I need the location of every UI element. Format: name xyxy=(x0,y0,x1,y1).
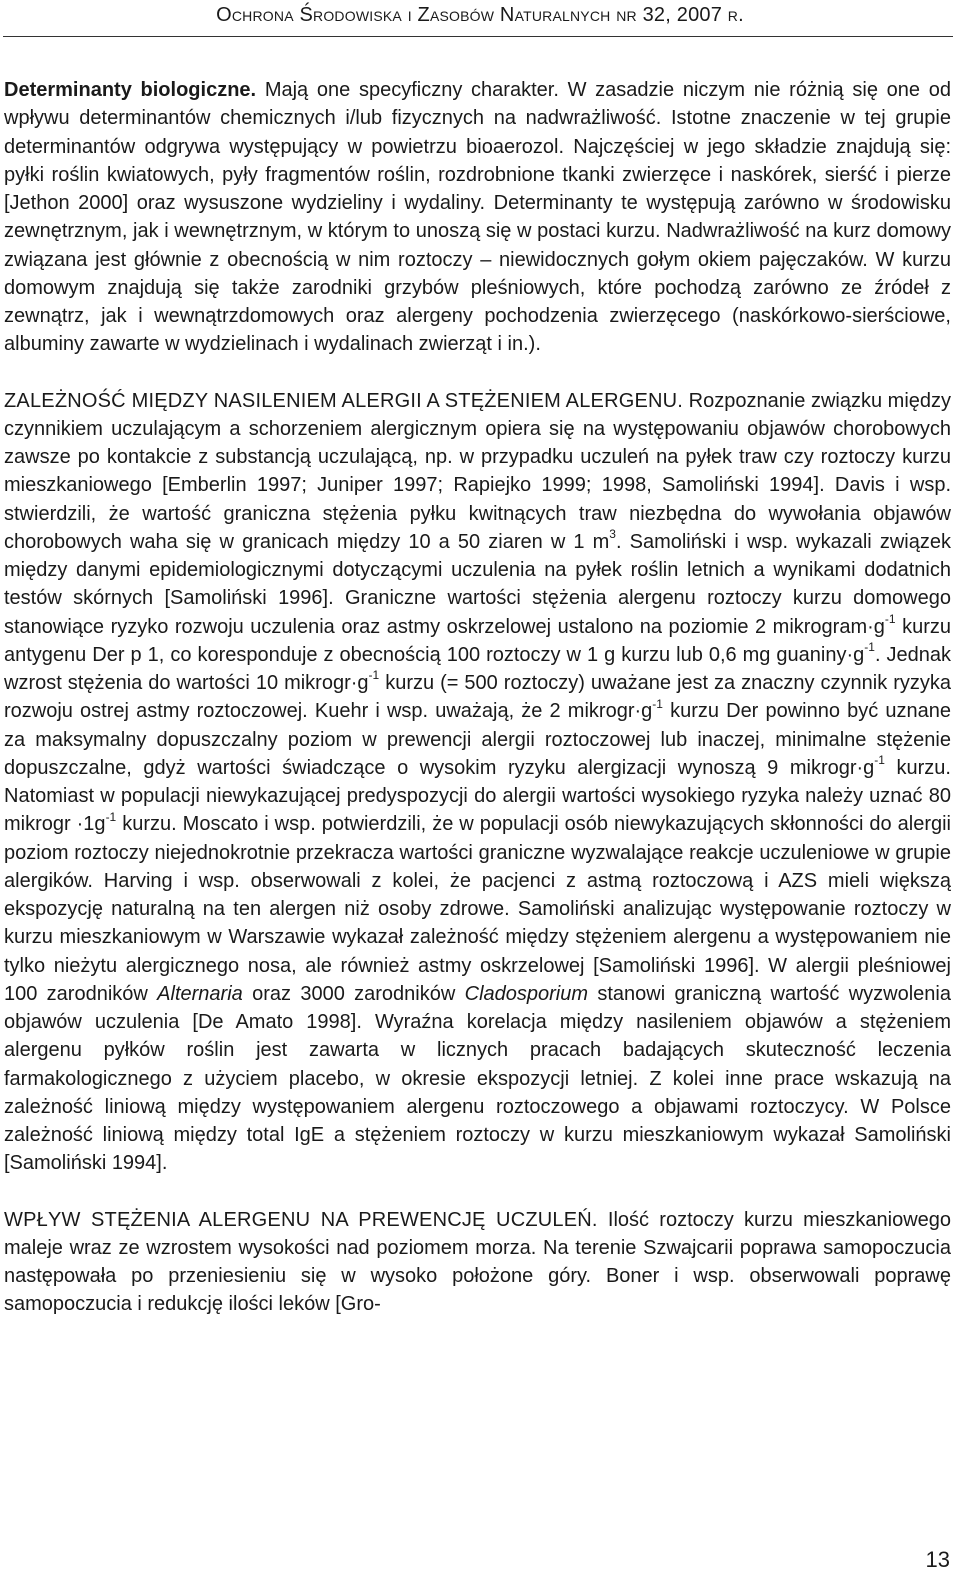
article-body xyxy=(4,76,951,1319)
text-run: kurzu (= 500 roztoczy) uważane jest za znaczny czynnik ryzyka rozwoju ostrej astmy roztoczowej. Kuehr i wsp. uważają, że 2 mikrogr·g xyxy=(4,672,951,723)
superscript: 3 xyxy=(609,527,616,542)
text-run: oraz 3000 zarodników xyxy=(242,982,465,1005)
paragraph-allergen-dependence xyxy=(4,387,951,1178)
text-run: kurzu antygenu Der p 1, co koresponduje z obecnością 100 roztoczy w 1 g kurzu lub 0,6 mg guaniny·g xyxy=(4,615,951,666)
superscript: -1 xyxy=(105,809,117,824)
issue-info: nr 32, 2007 r. xyxy=(616,4,744,26)
italic-taxon: Alternaria xyxy=(157,982,243,1005)
paragraph-biological-determinants xyxy=(4,76,951,359)
text-run: . Jednak wzrost stężenia do wartości 10 mikrogr·g xyxy=(4,643,951,694)
header-divider xyxy=(3,36,953,37)
paragraph-allergen-prevention xyxy=(4,1206,951,1319)
paragraph-text: Mają one specyficzny charakter. W zasadzie niczym nie różnią się one od wpływu determinantów chemicznych i/lub fizycznych na nadwrażliwość. Istotne znaczenie w tej grupie determinantów odgrywa występujący w powietrzu bioaerozol. Najczęściej w jego składzie znajdują się: pyłki roślin kwiatowych, pyły fragmentów roślin, rozdrobnione tkanki zwierzęce i naskórek, sierść i pierze [Jethon 2000] oraz wysuszone wydzieliny i wydaliny. Determinanty te występują zarówno w środowisku zewnętrznym, jak i wewnętrznym, w którym to unoszą się w postaci kurzu. Nadwrażliwość na kurz domowy związana jest głównie z obecnością w nim roztoczy – niewidocznych gołym okiem pajęczaków. W kurzu domowym znajdują się także zarodniki grzybów pleśniowych, które pochodzą zarówno ze źródeł z zewnątrz, jak i wewnątrzdomowych oraz alergeny pochodzenia zwierzęcego (naskórkowo-sierściowe, albuminy zawarte w wydzielinach i wydalinach zwierząt i in.). xyxy=(4,79,951,356)
section-heading: ZALEŻNOŚĆ MIĘDZY NASILENIEM ALERGII A STĘŻENIEM ALERGENU. xyxy=(4,389,684,412)
text-run: . Samoliński i wsp. wykazali związek między danymi epidemiologicznymi dotyczącymi uczulenia na pyłek roślin letnich a wynikami dodatnich testów skórnych [Samoliński 1996]. Graniczne wartości stężenia alergenu roztoczy kurzu domowego stanowiące ryzyko rozwoju uczulenia oraz astmy oskrzelowej ustalono na poziomie 2 mikrogram·g xyxy=(4,530,951,638)
text-run: kurzu Der powinno być uznane za maksymalny dopuszczalny poziom w prewencji alergii roztoczowej lub inaczej, minimalne stężenie dopuszczalne, gdyż wartości świadczące o wysokim ryzyku alergizacji wynoszą 9 mikrogr·g xyxy=(4,700,952,779)
section-heading: Determinanty biologiczne. xyxy=(4,79,257,101)
text-run: kurzu. Moscato i wsp. potwierdzili, że w populacji osób niewykazujących skłonności do alergii poziom roztoczy niejednokrotnie przekracza wartości graniczne wyzwalające reakcje uczuleniowe w grupie alergików. Harving i wsp. obserwowali z kolei, że pacjenci z astmą roztoczową i AZS mieli większą ekspozycję naturalną na ten alergen niż osoby zdrowe. Samoliński analizując występowanie roztoczy w kurzu mieszkaniowym w Warszawie wykazał zależność między stężeniem alergenu a występowaniem nie tylko nieżytu alergicznego nosa, ale również astmy oskrzelowej [Samoliński 1996]. W alergii pleśniowej 100 zarodników xyxy=(4,813,951,1005)
superscript: -1 xyxy=(884,611,896,626)
superscript: -1 xyxy=(368,668,380,683)
text-run: kurzu. Natomiast w populacji niewykazującej predyspozycji do alergii wartości wysokiego ryzyka należy uznać 80 mikrogr ·1g xyxy=(4,756,951,836)
paragraph-text: Ilość roztoczy kurzu mieszkaniowego maleje wraz ze wzrostem wysokości nad poziomem morza. Na terenie Szwajcarii poprawa samopoczucia następowała po przeniesieniu się w wysoko położone góry. Boner i wsp. obserwowali poprawę samopoczucia i redukcję ilości leków [Gro- xyxy=(4,1208,952,1316)
journal-title: Ochrona Środowiska i Zasobów Naturalnych xyxy=(216,4,611,26)
running-header xyxy=(0,4,960,27)
superscript: -1 xyxy=(864,640,875,655)
text-run: stanowi graniczną wartość wyzwolenia objawów uczulenia [De Amato 1998]. Wyraźna korelacja między nasileniem objawów a stężeniem alergenu pyłków roślin jest zawarta w licznych pracach badających skuteczność leczenia farmakologicznego z użyciem placebo, w okresie ekspozycji letniej. Z kolei inne prace wskazują na zależność liniową między występowaniem alergenu roztoczowego a objawami roztoczycy. W Polsce zależność liniową między total IgE a stężeniem roztoczy w kurzu mieszkaniowym wykazał Samoliński [Samoliński 1994]. xyxy=(4,982,951,1175)
page-number: 13 xyxy=(925,1547,950,1572)
section-heading: WPŁYW STĘŻENIA ALERGENU NA PREWENCJĘ UCZULEŃ. xyxy=(4,1208,598,1231)
text-run: Rozpoznanie związku między czynnikiem uczulającym a schorzeniem alergicznym opiera się na występowaniu objawów chorobowych zawsze po kontakcie z substancją uczulającą, np. w przypadku uczuleń na pyłek traw czy roztoczy kurzu mieszkaniowego [Emberlin 1997; Juniper 1997; Rapiejko 1999; 1998, Samoliński 1994]. Davis i wsp. stwierdzili, że wartość graniczna stężenia pyłku kwitnących traw niezbędna do wywołania objawów chorobowych waha się w granicach między 10 a 50 ziaren w 1 m xyxy=(4,389,952,553)
superscript: -1 xyxy=(652,696,663,711)
superscript: -1 xyxy=(874,753,885,768)
italic-taxon: Cladosporium xyxy=(464,982,589,1005)
